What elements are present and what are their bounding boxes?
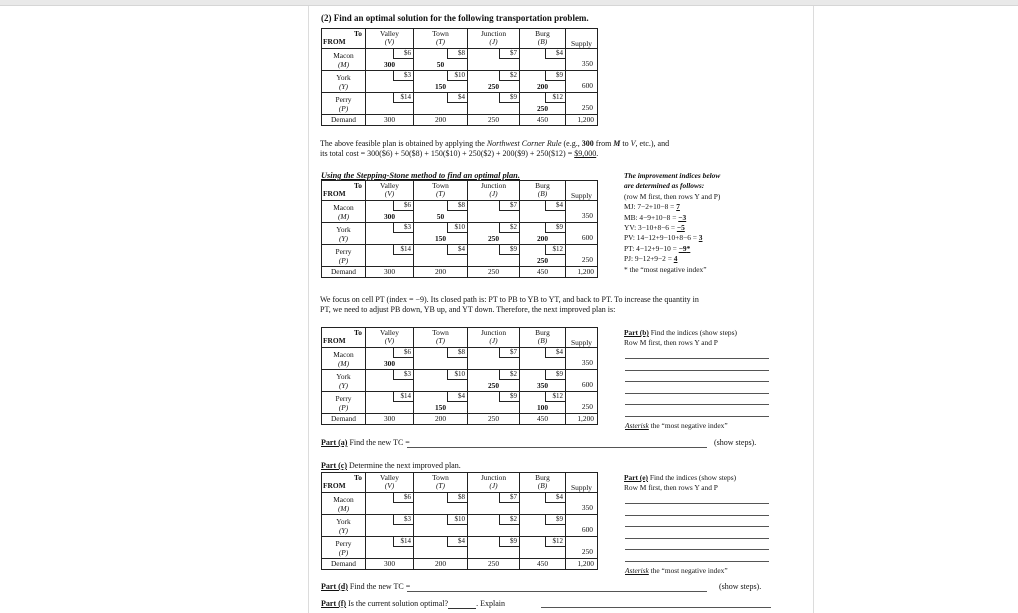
- paragraph-feasible-plan: The above feasible plan is obtained by applying the Northwest Corner Rule (e.g., 300 from M to V, etc.), and its total cost = 300($6) + 50($8) + 150($10) + 250($2) + 200($9) + 250($12) = $9,000.: [320, 139, 670, 158]
- route-cell[interactable]: [468, 493, 520, 515]
- supply-header: Supply: [566, 29, 598, 49]
- demand-cell: 200: [414, 559, 468, 570]
- source-label: York (Y): [322, 515, 366, 537]
- unit-cost: $6: [393, 493, 413, 503]
- table-row: [322, 370, 598, 392]
- unit-cost: $12: [545, 245, 565, 255]
- demand-row: [322, 115, 598, 126]
- allocation: 250: [487, 234, 500, 243]
- demand-cell: 250: [468, 559, 520, 570]
- allocation: 150: [434, 403, 447, 412]
- route-cell[interactable]: [414, 71, 468, 93]
- unit-cost: $8: [447, 348, 467, 358]
- source-label: York (Y): [322, 71, 366, 93]
- answer-line[interactable]: [625, 526, 769, 527]
- route-cell[interactable]: [414, 49, 468, 71]
- route-cell[interactable]: [414, 201, 468, 223]
- part-e-instructions: Part (e) Find the indices (show steps) Row M first, then rows Y and P: [624, 473, 737, 493]
- supply-cell: 250: [566, 537, 598, 559]
- answer-line[interactable]: [625, 370, 769, 371]
- table-row: [322, 515, 598, 537]
- unit-cost: $4: [545, 348, 565, 358]
- demand-cell: 250: [468, 267, 520, 278]
- supply-cell: 250: [566, 392, 598, 414]
- route-cell[interactable]: [520, 201, 566, 223]
- destination-header: Junction (J): [468, 181, 520, 201]
- source-label: Macon (M): [322, 49, 366, 71]
- unit-cost: $2: [499, 223, 519, 233]
- route-cell[interactable]: [520, 245, 566, 267]
- supply-cell: 600: [566, 223, 598, 245]
- unit-cost: $9: [499, 392, 519, 402]
- supply-cell: 600: [566, 370, 598, 392]
- unit-cost: $6: [393, 49, 413, 59]
- route-cell[interactable]: [468, 223, 520, 245]
- unit-cost: $10: [447, 370, 467, 380]
- allocation: 250: [487, 381, 500, 390]
- destination-header: Burg (B): [520, 29, 566, 49]
- unit-cost: $10: [447, 515, 467, 525]
- unit-cost: $12: [545, 537, 565, 547]
- allocation: 300: [383, 359, 396, 368]
- table-row: [322, 49, 598, 71]
- unit-cost: $6: [393, 348, 413, 358]
- route-cell[interactable]: [468, 93, 520, 115]
- route-cell[interactable]: [520, 537, 566, 559]
- unit-cost: $9: [499, 93, 519, 103]
- route-cell[interactable]: [520, 348, 566, 370]
- route-cell[interactable]: [468, 348, 520, 370]
- unit-cost: $4: [545, 49, 565, 59]
- unit-cost: $6: [393, 201, 413, 211]
- unit-cost: $7: [499, 348, 519, 358]
- allocation: 100: [536, 403, 549, 412]
- destination-header: Valley (V): [366, 473, 414, 493]
- improvement-indices: The improvement indices below are determined as follows: (row M first, then rows Y and P) MJ: 7−2+10−8 = 7 MB: 4−9+10−8 = −3 YV: 3−10+8−6 = −5 PV: 14−12+9−10+8−6 = 3 PT: 4−12+9−10 = −9* PJ: 9−12+9−2 = 4 * the “most negative index”: [624, 171, 721, 274]
- stepping-stone-title: Using the Stepping-Stone method to find an optimal plan.: [321, 171, 520, 180]
- part-d-answer-line[interactable]: [407, 591, 707, 592]
- destination-header: Junction (J): [468, 473, 520, 493]
- unit-cost: $3: [393, 223, 413, 233]
- part-a-tail: (show steps).: [714, 438, 757, 447]
- part-f-answer-line[interactable]: [448, 601, 476, 609]
- demand-cell: 450: [520, 267, 566, 278]
- answer-line[interactable]: [625, 503, 769, 504]
- allocation: 300: [383, 212, 396, 221]
- route-cell[interactable]: [366, 515, 414, 537]
- source-label: Perry (P): [322, 93, 366, 115]
- demand-cell: 300: [366, 115, 414, 126]
- route-cell[interactable]: [520, 370, 566, 392]
- allocation: 350: [536, 381, 549, 390]
- unit-cost: $4: [447, 392, 467, 402]
- unit-cost: $8: [447, 201, 467, 211]
- route-cell[interactable]: [468, 49, 520, 71]
- to-from-header: To FROM: [322, 473, 366, 493]
- table-row: [322, 71, 598, 93]
- route-cell[interactable]: [366, 493, 414, 515]
- part-b-asterisk-note: Asterisk the “most negative index”: [625, 421, 728, 430]
- route-cell[interactable]: [414, 370, 468, 392]
- allocation: 150: [434, 234, 447, 243]
- unit-cost: $2: [499, 370, 519, 380]
- unit-cost: $14: [393, 245, 413, 255]
- demand-cell: 450: [520, 414, 566, 425]
- table-row: [322, 245, 598, 267]
- part-a-question: Part (a) Find the new TC =: [321, 438, 410, 447]
- source-label: Macon (M): [322, 493, 366, 515]
- answer-line[interactable]: [625, 416, 769, 417]
- route-cell[interactable]: [366, 49, 414, 71]
- part-f-question: Part (f) Is the current solution optimal? . Explain: [321, 599, 505, 608]
- problem-title: (2) Find an optimal solution for the following transportation problem.: [321, 13, 589, 23]
- route-cell[interactable]: [366, 348, 414, 370]
- unit-cost: $4: [545, 493, 565, 503]
- total-cell: 1,200: [566, 267, 598, 278]
- supply-cell: 350: [566, 493, 598, 515]
- answer-line[interactable]: [625, 381, 769, 382]
- unit-cost: $4: [447, 537, 467, 547]
- part-f-explain-line[interactable]: [541, 607, 771, 608]
- demand-label: Demand: [322, 414, 366, 425]
- source-label: Macon (M): [322, 348, 366, 370]
- answer-line[interactable]: [625, 393, 769, 394]
- demand-cell: 450: [520, 559, 566, 570]
- destination-header: Valley (V): [366, 181, 414, 201]
- unit-cost: $14: [393, 392, 413, 402]
- part-e-asterisk-note: Asterisk the “most negative index”: [625, 566, 728, 575]
- unit-cost: $2: [499, 71, 519, 81]
- allocation: 250: [487, 82, 500, 91]
- part-d-tail: (show steps).: [719, 582, 762, 591]
- supply-cell: 250: [566, 93, 598, 115]
- table-row: [322, 93, 598, 115]
- answer-line[interactable]: [625, 404, 769, 405]
- route-cell[interactable]: [366, 93, 414, 115]
- allocation: 200: [536, 234, 549, 243]
- route-cell[interactable]: [414, 245, 468, 267]
- unit-cost: $10: [447, 223, 467, 233]
- part-a-answer-line[interactable]: [407, 447, 707, 448]
- route-cell[interactable]: [414, 515, 468, 537]
- route-cell[interactable]: [468, 370, 520, 392]
- supply-cell: 600: [566, 71, 598, 93]
- part-c-question: Part (c) Determine the next improved plan.: [321, 461, 461, 470]
- route-cell[interactable]: [520, 493, 566, 515]
- route-cell[interactable]: [468, 71, 520, 93]
- allocation: 50: [436, 60, 445, 69]
- demand-cell: 300: [366, 267, 414, 278]
- route-cell[interactable]: [366, 392, 414, 414]
- table-row: [322, 392, 598, 414]
- unit-cost: $12: [545, 392, 565, 402]
- transport-table: [321, 28, 598, 126]
- route-cell[interactable]: [414, 493, 468, 515]
- allocation: 250: [536, 256, 549, 265]
- destination-header: Town (T): [414, 328, 468, 348]
- allocation: 150: [434, 82, 447, 91]
- route-cell[interactable]: [414, 93, 468, 115]
- route-cell[interactable]: [520, 392, 566, 414]
- source-label: Perry (P): [322, 245, 366, 267]
- total-cell: 1,200: [566, 559, 598, 570]
- supply-cell: 350: [566, 49, 598, 71]
- demand-cell: 450: [520, 115, 566, 126]
- answer-line[interactable]: [625, 538, 769, 539]
- route-cell[interactable]: [414, 348, 468, 370]
- route-cell[interactable]: [414, 392, 468, 414]
- demand-cell: 300: [366, 414, 414, 425]
- to-from-header: To FROM: [322, 181, 366, 201]
- transport-table: [321, 472, 598, 570]
- destination-header: Valley (V): [366, 29, 414, 49]
- unit-cost: $7: [499, 493, 519, 503]
- unit-cost: $3: [393, 71, 413, 81]
- demand-row: [322, 559, 598, 570]
- unit-cost: $4: [447, 93, 467, 103]
- supply-header: Supply: [566, 181, 598, 201]
- to-from-header: To FROM: [322, 328, 366, 348]
- answer-line[interactable]: [625, 561, 769, 562]
- unit-cost: $10: [447, 71, 467, 81]
- destination-header: Burg (B): [520, 473, 566, 493]
- demand-cell: 250: [468, 115, 520, 126]
- demand-label: Demand: [322, 267, 366, 278]
- demand-cell: 300: [366, 559, 414, 570]
- route-cell[interactable]: [468, 392, 520, 414]
- route-cell[interactable]: [468, 245, 520, 267]
- total-cell: 1,200: [566, 414, 598, 425]
- to-from-header: To FROM: [322, 29, 366, 49]
- route-cell[interactable]: [520, 71, 566, 93]
- destination-header: Town (T): [414, 473, 468, 493]
- allocation: 300: [383, 60, 396, 69]
- transport-table: [321, 327, 598, 425]
- unit-cost: $9: [545, 71, 565, 81]
- unit-cost: $4: [447, 245, 467, 255]
- table-row: [322, 348, 598, 370]
- answer-line[interactable]: [625, 358, 769, 359]
- route-cell[interactable]: [414, 223, 468, 245]
- allocation: 50: [436, 212, 445, 221]
- supply-cell: 350: [566, 201, 598, 223]
- destination-header: Burg (B): [520, 328, 566, 348]
- answer-line[interactable]: [625, 549, 769, 550]
- route-cell[interactable]: [520, 93, 566, 115]
- supply-cell: 600: [566, 515, 598, 537]
- route-cell[interactable]: [468, 201, 520, 223]
- unit-cost: $14: [393, 93, 413, 103]
- unit-cost: $12: [545, 93, 565, 103]
- route-cell[interactable]: [468, 537, 520, 559]
- source-label: York (Y): [322, 223, 366, 245]
- route-cell[interactable]: [366, 245, 414, 267]
- route-cell[interactable]: [468, 515, 520, 537]
- supply-header: Supply: [566, 328, 598, 348]
- paragraph-closed-path: We focus on cell PT (index = −9). Its closed path is: PT to PB to YB to YT, and back to PT. To increase the quantity in PT, we need to adjust PB down, YB up, and YT down. Therefore, the next improved plan is:: [320, 295, 699, 314]
- total-cell: 1,200: [566, 115, 598, 126]
- source-label: Perry (P): [322, 392, 366, 414]
- part-d-question: Part (d) Find the new TC =: [321, 582, 411, 591]
- demand-cell: 250: [468, 414, 520, 425]
- table-row: [322, 493, 598, 515]
- table-row: [322, 537, 598, 559]
- route-cell[interactable]: [366, 537, 414, 559]
- source-label: York (Y): [322, 370, 366, 392]
- unit-cost: $9: [545, 515, 565, 525]
- unit-cost: $3: [393, 515, 413, 525]
- supply-cell: 250: [566, 245, 598, 267]
- allocation: 200: [536, 82, 549, 91]
- source-label: Perry (P): [322, 537, 366, 559]
- unit-cost: $7: [499, 201, 519, 211]
- unit-cost: $3: [393, 370, 413, 380]
- unit-cost: $7: [499, 49, 519, 59]
- route-cell[interactable]: [414, 537, 468, 559]
- route-cell[interactable]: [366, 71, 414, 93]
- allocation: 250: [536, 104, 549, 113]
- demand-cell: 200: [414, 115, 468, 126]
- transport-table: [321, 180, 598, 278]
- unit-cost: $9: [499, 245, 519, 255]
- destination-header: Town (T): [414, 29, 468, 49]
- route-cell[interactable]: [366, 370, 414, 392]
- demand-row: [322, 267, 598, 278]
- supply-cell: 350: [566, 348, 598, 370]
- route-cell[interactable]: [520, 223, 566, 245]
- destination-header: Town (T): [414, 181, 468, 201]
- route-cell[interactable]: [366, 201, 414, 223]
- unit-cost: $2: [499, 515, 519, 525]
- source-label: Macon (M): [322, 201, 366, 223]
- route-cell[interactable]: [366, 223, 414, 245]
- demand-row: [322, 414, 598, 425]
- unit-cost: $8: [447, 49, 467, 59]
- table-row: [322, 201, 598, 223]
- destination-header: Burg (B): [520, 181, 566, 201]
- unit-cost: $9: [545, 370, 565, 380]
- destination-header: Junction (J): [468, 29, 520, 49]
- route-cell[interactable]: [520, 515, 566, 537]
- demand-cell: 200: [414, 267, 468, 278]
- unit-cost: $4: [545, 201, 565, 211]
- demand-cell: 200: [414, 414, 468, 425]
- unit-cost: $9: [499, 537, 519, 547]
- destination-header: Junction (J): [468, 328, 520, 348]
- unit-cost: $8: [447, 493, 467, 503]
- unit-cost: $14: [393, 537, 413, 547]
- unit-cost: $9: [545, 223, 565, 233]
- supply-header: Supply: [566, 473, 598, 493]
- demand-label: Demand: [322, 115, 366, 126]
- destination-header: Valley (V): [366, 328, 414, 348]
- part-b-instructions: Part (b) Find the indices (show steps) Row M first, then rows Y and P: [624, 328, 737, 348]
- document-page: [308, 6, 814, 613]
- table-row: [322, 223, 598, 245]
- route-cell[interactable]: [520, 49, 566, 71]
- answer-line[interactable]: [625, 515, 769, 516]
- demand-label: Demand: [322, 559, 366, 570]
